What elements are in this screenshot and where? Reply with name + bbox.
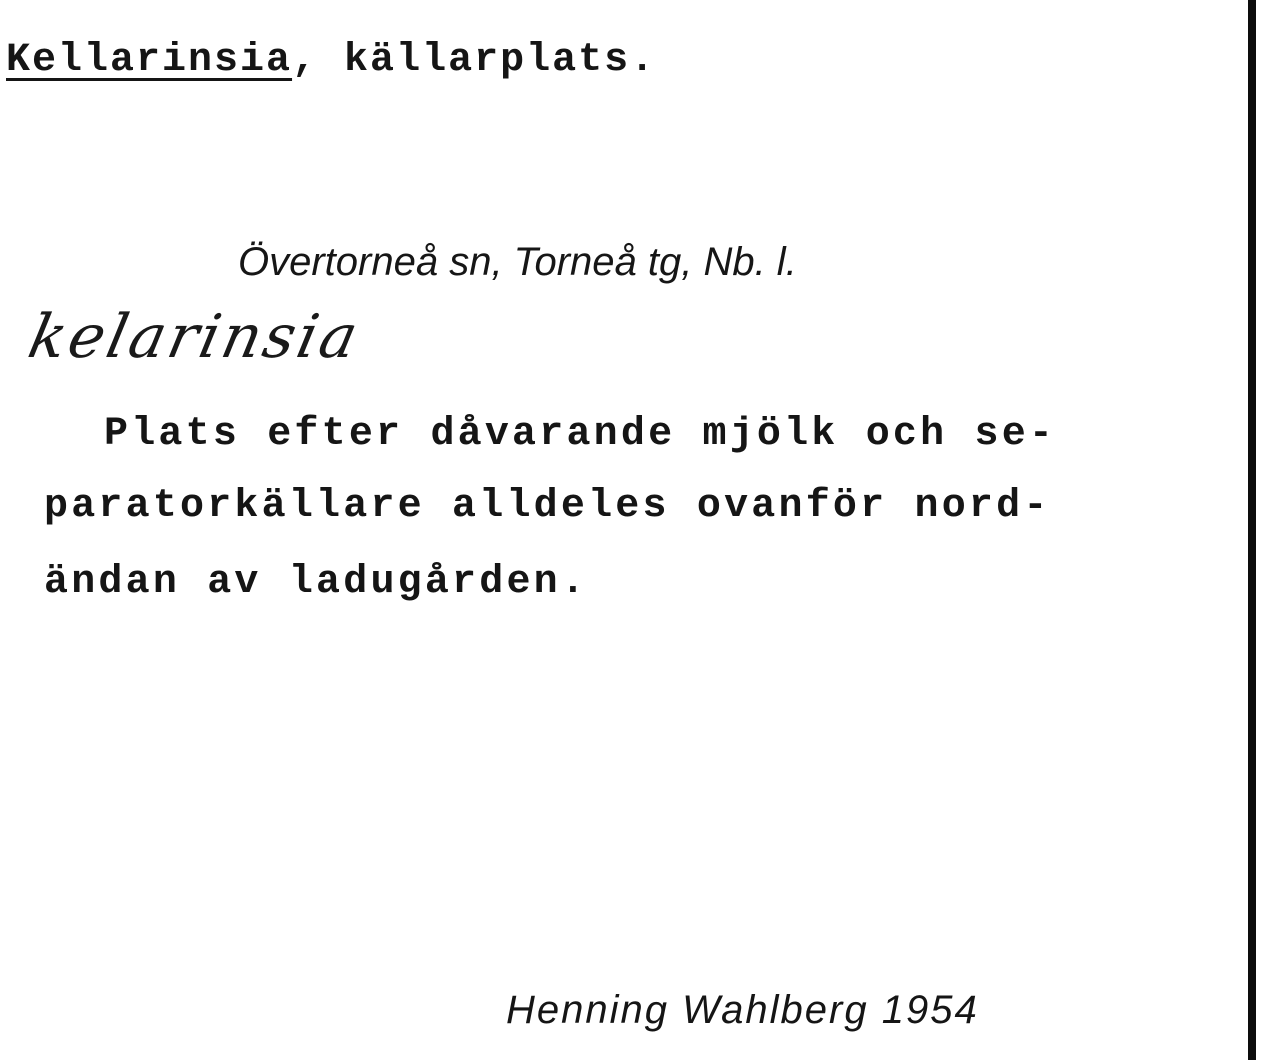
definition-line-3: ändan av ladugården. bbox=[44, 560, 589, 605]
card-edge-border bbox=[1248, 0, 1256, 1060]
definition-line-1: Plats efter dåvarande mjölk och se- bbox=[104, 412, 1057, 457]
headword-line bbox=[6, 38, 656, 83]
handwritten-form: kelarinsia bbox=[22, 302, 367, 372]
headword-gloss: , källarplats. bbox=[292, 38, 657, 83]
location-line: Övertorneå sn, Torneå tg, Nb. l. bbox=[238, 240, 797, 284]
signature: Henning Wahlberg 1954 bbox=[506, 988, 979, 1032]
definition-line-2: paratorkällare alldeles ovanför nord- bbox=[44, 484, 1051, 529]
headword: Kellarinsia bbox=[6, 38, 293, 83]
